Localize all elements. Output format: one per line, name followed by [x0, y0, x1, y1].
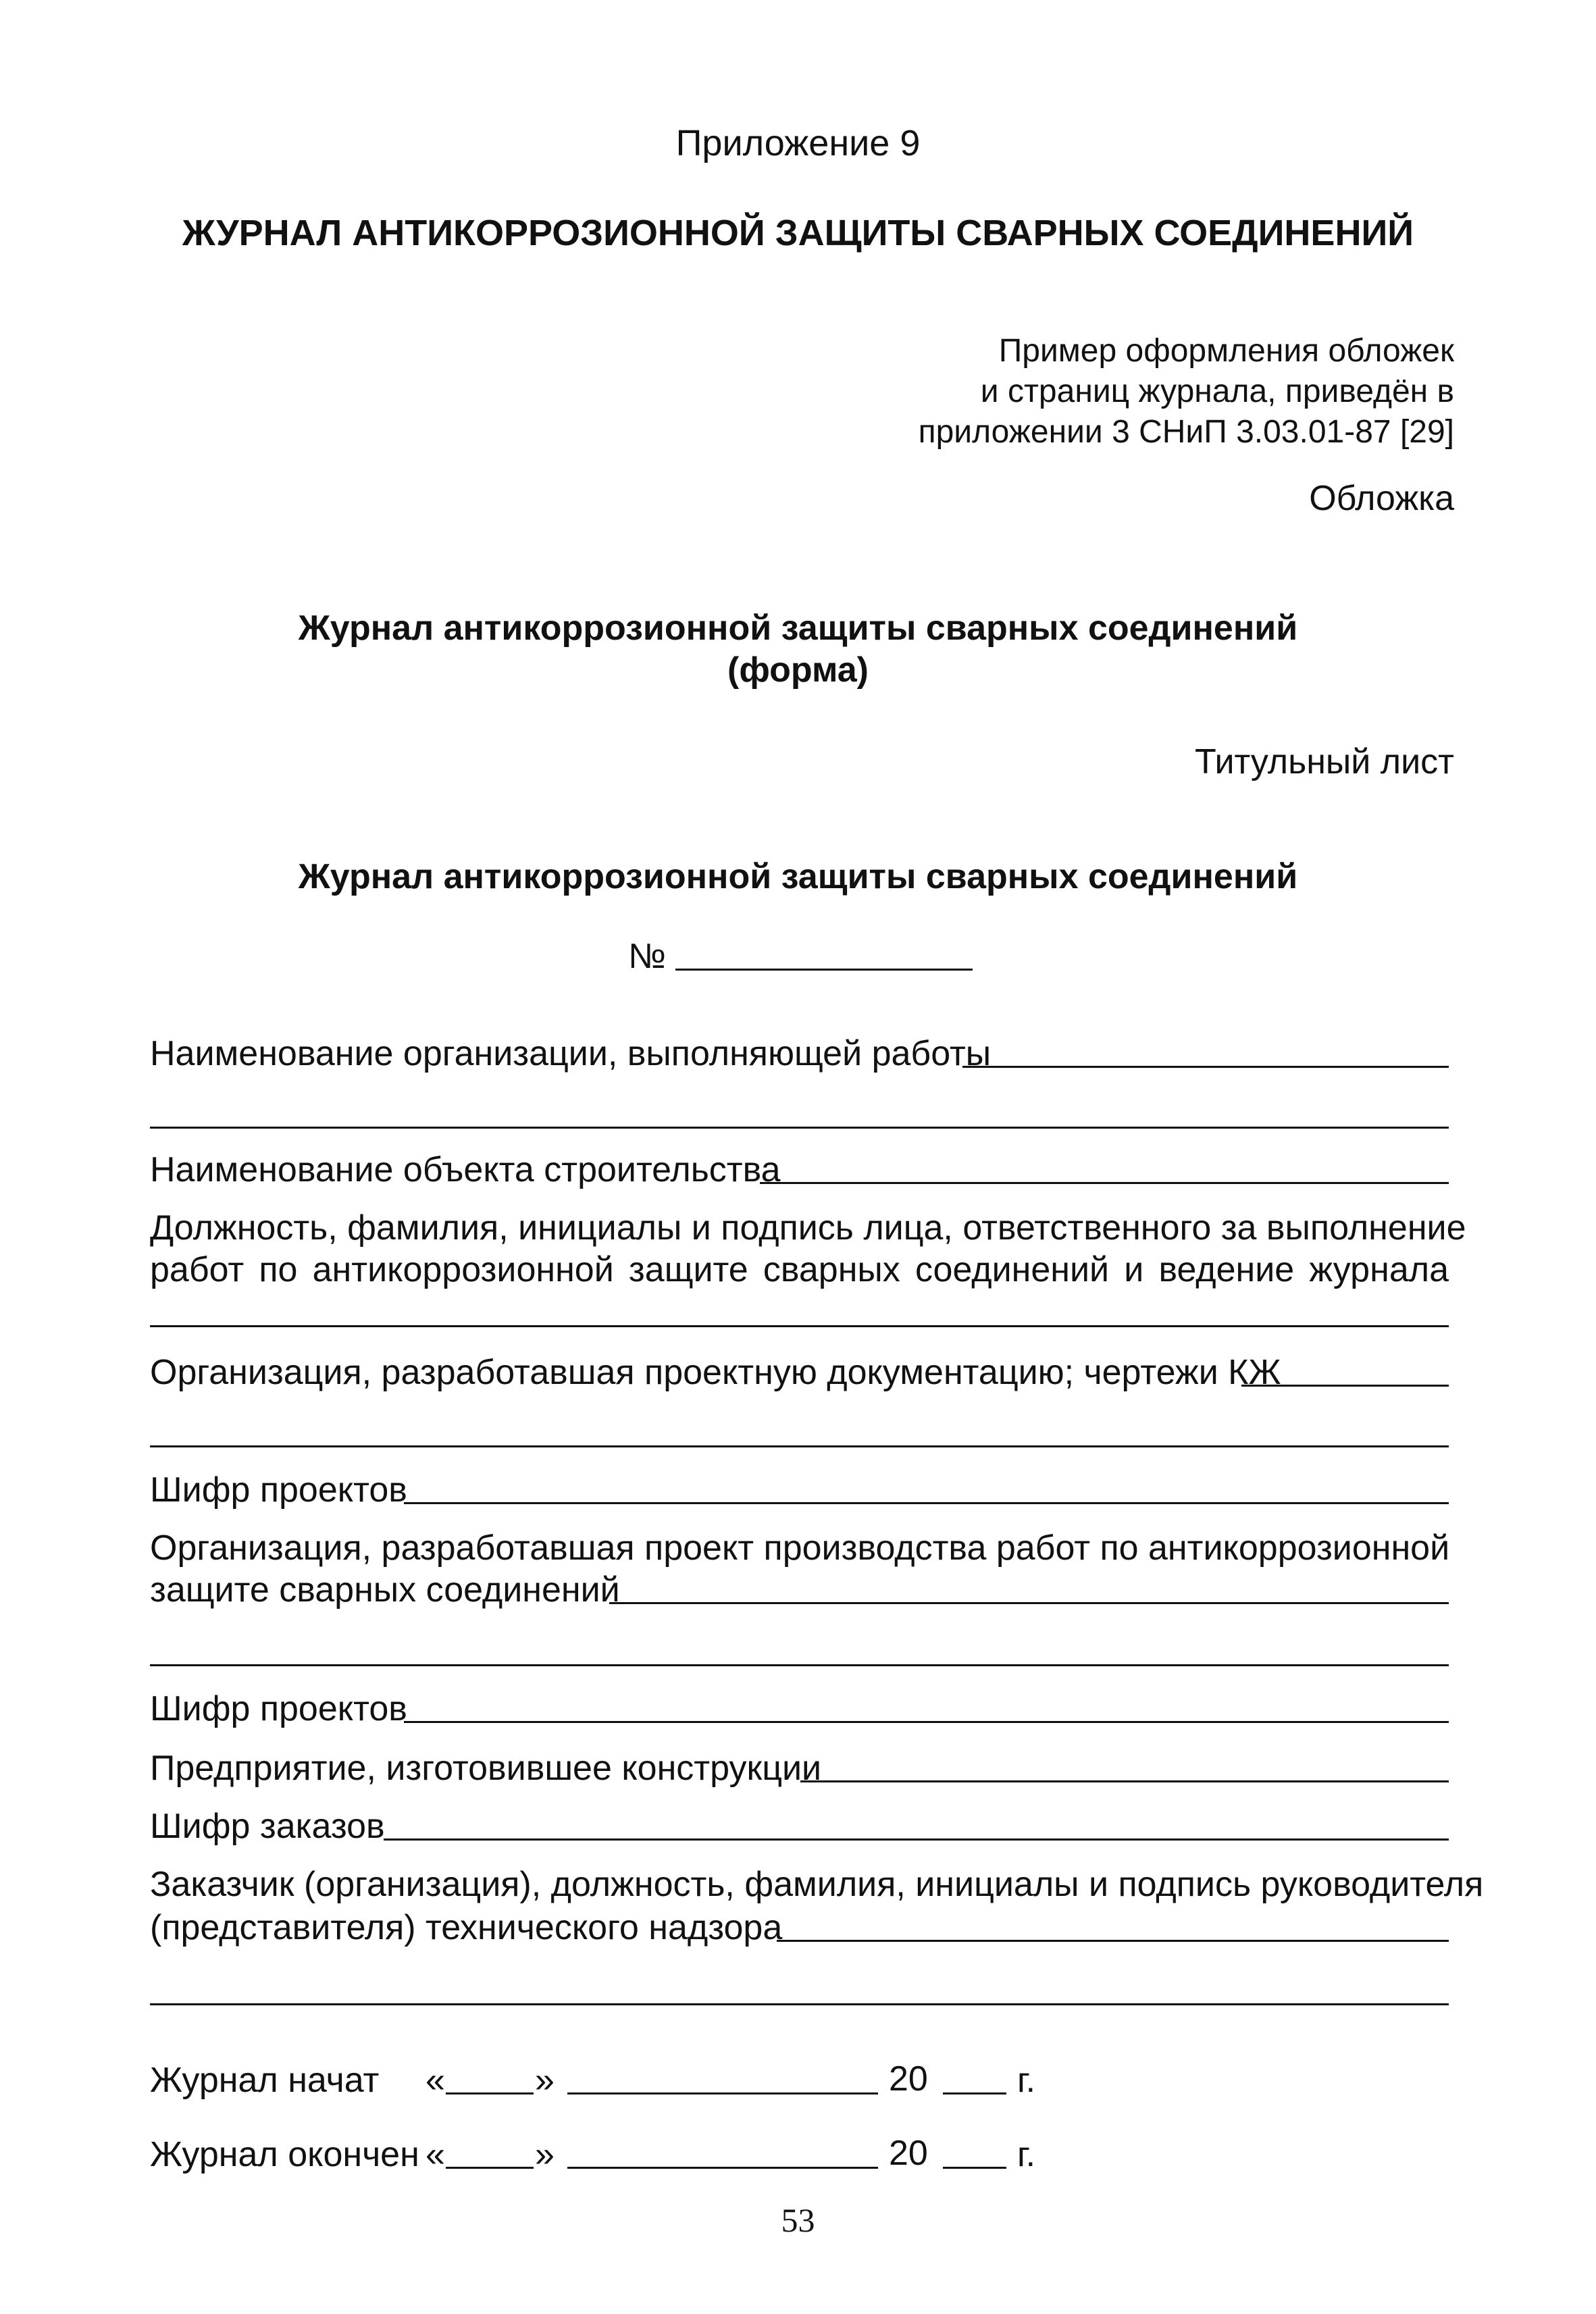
started-year-suffix: г.: [1017, 2061, 1036, 2100]
project-code-2-field[interactable]: [404, 1721, 1449, 1723]
title-page-label: Титульный лист: [1194, 742, 1454, 781]
customer-label-line-1: Заказчик (организация), должность, фамилия, инициалы и подпись руководителя: [150, 1865, 1484, 1904]
org-works-field[interactable]: [962, 1066, 1449, 1068]
ppr-org-label-line-2: защите сварных соединений: [150, 1570, 620, 1610]
customer-field[interactable]: [777, 1940, 1449, 1942]
finished-day-field[interactable]: [446, 2167, 534, 2169]
design-org-field-continued[interactable]: [150, 1445, 1449, 1447]
org-works-field-continued[interactable]: [150, 1127, 1449, 1129]
title-page-heading: Журнал антикоррозионной защиты сварных соединений: [298, 857, 1298, 896]
note-line-2: и страниц журнала, приведён в: [980, 374, 1454, 409]
finished-quote-close: »: [535, 2135, 555, 2174]
object-field[interactable]: [760, 1182, 1449, 1184]
cover-label: Обложка: [1309, 479, 1454, 518]
object-label: Наименование объекта строительства: [150, 1150, 781, 1189]
appendix-label: Приложение 9: [675, 123, 921, 163]
order-code-label: Шифр заказов: [150, 1807, 385, 1846]
cover-title: Журнал антикоррозионной защиты сварных соединений: [298, 609, 1298, 648]
ppr-org-field[interactable]: [609, 1602, 1449, 1604]
customer-label-line-2: (представителя) технического надзора: [150, 1908, 783, 1947]
design-org-field[interactable]: [1241, 1385, 1449, 1387]
started-century: 20: [889, 2059, 928, 2099]
started-year-field[interactable]: [943, 2092, 1006, 2094]
ppr-org-field-continued[interactable]: [150, 1664, 1449, 1666]
page-number: 53: [781, 2201, 815, 2239]
manufacturer-label: Предприятие, изготовившее конструкции: [150, 1749, 822, 1788]
finished-quote-open: «: [426, 2135, 445, 2174]
design-org-label: Организация, разработавшая проектную документацию; чертежи КЖ: [150, 1353, 1281, 1392]
responsible-label-line-2: работ по антикоррозионной защите сварных соединений и ведение журнала: [150, 1250, 1449, 1289]
manufacturer-field[interactable]: [800, 1780, 1449, 1782]
note-line-3: приложении 3 СНиП 3.03.01-87 [29]: [918, 414, 1454, 450]
journal-number-field[interactable]: [675, 969, 973, 971]
journal-finished-label: Журнал окончен: [150, 2135, 419, 2174]
journal-started-label: Журнал начат: [150, 2061, 380, 2100]
project-code-1-field[interactable]: [404, 1502, 1449, 1504]
order-code-field[interactable]: [384, 1839, 1449, 1841]
responsible-label-line-1: Должность, фамилия, инициалы и подпись лица, ответственного за выполнение: [150, 1208, 1466, 1248]
customer-field-continued[interactable]: [150, 2003, 1449, 2005]
finished-month-field[interactable]: [567, 2167, 878, 2169]
started-quote-close: »: [535, 2061, 555, 2100]
started-day-field[interactable]: [446, 2092, 534, 2094]
responsible-field[interactable]: [150, 1325, 1449, 1327]
cover-subtitle: (форма): [727, 650, 869, 690]
org-works-label: Наименование организации, выполняющей работы: [150, 1034, 992, 1073]
project-code-1-label: Шифр проектов: [150, 1470, 407, 1510]
started-month-field[interactable]: [567, 2092, 878, 2094]
journal-number-label: №: [628, 937, 666, 976]
note-line-1: Пример оформления обложек: [998, 333, 1454, 369]
finished-century: 20: [889, 2134, 928, 2173]
started-quote-open: «: [426, 2061, 445, 2100]
ppr-org-label-line-1: Организация, разработавшая проект производства работ по антикоррозионной: [150, 1528, 1450, 1568]
page-title: ЖУРНАЛ АНТИКОРРОЗИОННОЙ ЗАЩИТЫ СВАРНЫХ СОЕДИНЕНИЙ: [182, 213, 1414, 253]
finished-year-field[interactable]: [943, 2167, 1006, 2169]
project-code-2-label: Шифр проектов: [150, 1689, 407, 1728]
finished-year-suffix: г.: [1017, 2135, 1036, 2174]
